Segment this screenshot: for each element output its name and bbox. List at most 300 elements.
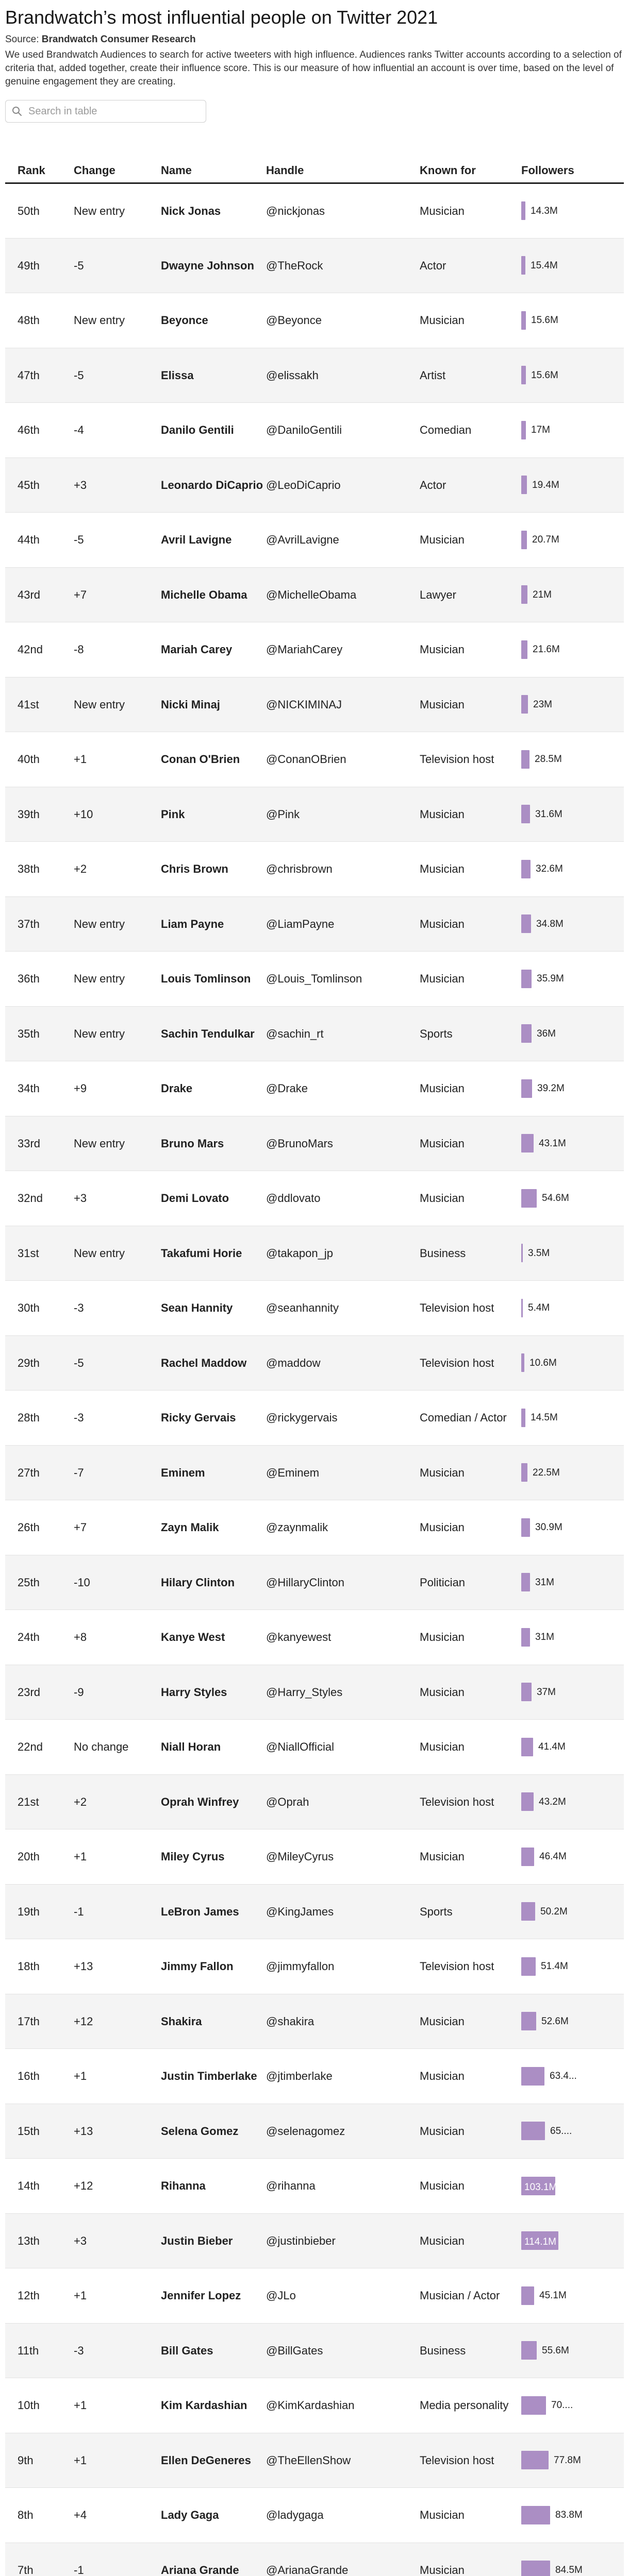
table-row [5,1391,624,1446]
followers-label: 3.5M [528,1247,550,1259]
change-cell: New entry [74,1006,161,1061]
table-row [5,952,624,1007]
handle-cell: @LiamPayne [266,896,420,952]
known-for-cell: Musician [420,677,521,732]
followers-cell [521,1610,624,1665]
handle-cell: @DaniloGentili [266,403,420,458]
change-cell: +1 [74,2433,161,2488]
followers-bar [521,421,526,439]
followers-cell [521,348,624,403]
known-for-cell: Media personality [420,2378,521,2433]
name-cell: Ariana Grande [161,2543,266,2576]
rank-cell: 24th [5,1610,74,1665]
rank-cell: 21st [5,1774,74,1829]
name-cell: Eminem [161,1445,266,1500]
table-row [5,1555,624,1610]
table-row [5,2159,624,2214]
followers-bar [521,860,531,878]
followers-bar [521,970,532,988]
name-cell: Bill Gates [161,2323,266,2378]
rank-cell: 40th [5,732,74,787]
rank-cell: 44th [5,513,74,568]
handle-cell: @MileyCyrus [266,1829,420,1885]
name-cell: Drake [161,1061,266,1116]
known-for-cell: Television host [420,1335,521,1391]
followers-label: 15.6M [531,369,558,381]
followers-bar [521,585,527,604]
rank-cell: 20th [5,1829,74,1885]
followers-cell [521,513,624,568]
handle-cell: @AvrilLavigne [266,513,420,568]
name-cell: Ricky Gervais [161,1391,266,1446]
followers-bar [521,1353,524,1372]
followers-cell [521,1555,624,1610]
followers-cell [521,677,624,732]
followers-cell [521,1774,624,1829]
column-header-handle[interactable]: Handle [266,138,420,183]
change-cell: -3 [74,2323,161,2378]
followers-cell [521,1445,624,1500]
table-row [5,183,624,239]
table-row [5,1445,624,1500]
table-row [5,1774,624,1829]
name-cell: LeBron James [161,1884,266,1939]
followers-bar [521,256,525,275]
rank-cell: 27th [5,1445,74,1500]
followers-label: 15.4M [531,260,558,271]
followers-label: 54.6M [542,1193,569,1204]
name-cell: Ellen DeGeneres [161,2433,266,2488]
followers-label: 31.6M [535,808,562,820]
table-row [5,1720,624,1775]
change-cell: -8 [74,622,161,677]
search-input[interactable] [27,105,194,118]
change-cell: +8 [74,1610,161,1665]
followers-label: 45.1M [539,2290,567,2301]
change-cell: +12 [74,2159,161,2214]
followers-label: 37M [537,1686,556,1698]
table-row [5,2213,624,2268]
followers-cell [521,2433,624,2488]
rank-cell: 8th [5,2488,74,2543]
followers-label: 22.5M [533,1467,560,1478]
followers-cell [521,183,624,239]
name-cell: Shakira [161,1994,266,2049]
followers-cell [521,238,624,293]
known-for-cell: Musician [420,183,521,239]
name-cell: Demi Lovato [161,1171,266,1226]
change-cell: -7 [74,1445,161,1500]
known-for-cell: Artist [420,348,521,403]
followers-bar [521,1738,533,1756]
known-for-cell: Business [420,2323,521,2378]
followers-label: 17M [531,425,550,436]
change-cell: New entry [74,1116,161,1171]
rank-cell: 42nd [5,622,74,677]
handle-cell: @jtimberlake [266,2049,420,2104]
followers-cell [521,2049,624,2104]
followers-cell [521,2159,624,2214]
name-cell: Chris Brown [161,842,266,897]
table-row [5,1610,624,1665]
table-row [5,842,624,897]
known-for-cell: Musician [420,787,521,842]
followers-bar [521,1079,532,1098]
rank-cell: 35th [5,1006,74,1061]
followers-label: 51.4M [541,1961,568,1972]
followers-label: 28.5M [535,754,562,765]
followers-bar [521,1134,534,1153]
rank-cell: 38th [5,842,74,897]
followers-cell [521,1335,624,1391]
change-cell: -1 [74,1884,161,1939]
known-for-cell: Musician [420,896,521,952]
known-for-cell: Actor [420,238,521,293]
followers-bar [521,2506,550,2524]
source-label: Source: [5,34,39,45]
followers-label: 14.5M [531,1412,558,1423]
name-cell: Sachin Tendulkar [161,1006,266,1061]
followers-bar [521,1957,536,1976]
known-for-cell: Musician [420,1994,521,2049]
table-row [5,1281,624,1336]
name-cell: Mariah Carey [161,622,266,677]
name-cell: Justin Bieber [161,2213,266,2268]
followers-bar [521,311,526,330]
change-cell: -5 [74,1335,161,1391]
name-cell: Avril Lavigne [161,513,266,568]
handle-cell: @ddlovato [266,1171,420,1226]
handle-cell: @MariahCarey [266,622,420,677]
name-cell: Sean Hannity [161,1281,266,1336]
name-cell: Harry Styles [161,1665,266,1720]
change-cell: No change [74,1720,161,1775]
known-for-cell: Musician [420,1061,521,1116]
handle-cell: @JLo [266,2268,420,2324]
followers-label: 70.... [551,2400,573,2411]
description: We used Brandwatch Audiences to search for active tweeters with high influence. Audiences ranks Twitter accounts according to a selection of criteria that, added together, create their influence score. This is our measure of how influential an account is over time, based on the level of genuine engagement they are creating. [5,49,622,87]
handle-cell: @Harry_Styles [266,1665,420,1720]
name-cell: Niall Horan [161,1720,266,1775]
followers-label: 52.6M [541,2015,569,2027]
followers-label: 15.6M [531,315,558,326]
rank-cell: 16th [5,2049,74,2104]
known-for-cell: Business [420,1226,521,1281]
change-cell: +1 [74,1829,161,1885]
followers-label: 34.8M [536,918,564,929]
followers-cell [521,2488,624,2543]
followers-cell [521,1391,624,1446]
followers-cell [521,1281,624,1336]
rank-cell: 39th [5,787,74,842]
followers-label: 10.6M [529,1357,557,1368]
name-cell: Jimmy Fallon [161,1939,266,1994]
handle-cell: @Drake [266,1061,420,1116]
table-row [5,1226,624,1281]
name-cell: Takafumi Horie [161,1226,266,1281]
followers-bar [521,1518,530,1537]
followers-cell [521,2543,624,2576]
followers-bar [521,1024,532,1043]
handle-cell: @Louis_Tomlinson [266,952,420,1007]
followers-cell [521,1665,624,1720]
followers-label: 41.4M [538,1741,566,1753]
table-row [5,1500,624,1555]
table-row [5,238,624,293]
followers-cell [521,1829,624,1885]
rank-cell: 34th [5,1061,74,1116]
table-header-row [5,138,624,183]
followers-label: 39.2M [537,1083,565,1094]
followers-label: 20.7M [532,534,559,546]
rank-cell: 15th [5,2104,74,2159]
handle-cell: @rickygervais [266,1391,420,1446]
rank-cell: 12th [5,2268,74,2324]
followers-label: 21M [533,589,552,600]
rank-cell: 9th [5,2433,74,2488]
followers-cell [521,896,624,952]
change-cell: New entry [74,183,161,239]
rank-cell: 19th [5,1884,74,1939]
known-for-cell: Television host [420,1774,521,1829]
change-cell: New entry [74,677,161,732]
change-cell: +12 [74,1994,161,2049]
name-cell: Nick Jonas [161,183,266,239]
table-row [5,2104,624,2159]
name-cell: Zayn Malik [161,1500,266,1555]
followers-cell [521,787,624,842]
handle-cell: @BrunoMars [266,1116,420,1171]
table-row [5,1994,624,2049]
table-row [5,2488,624,2543]
followers-cell [521,1061,624,1116]
followers-cell [521,1116,624,1171]
name-cell: Justin Timberlake [161,2049,266,2104]
handle-cell: @elissakh [266,348,420,403]
known-for-cell: Musician [420,1171,521,1226]
change-cell: -5 [74,513,161,568]
rank-cell: 46th [5,403,74,458]
followers-bar [521,2451,549,2469]
rank-cell: 18th [5,1939,74,1994]
known-for-cell: Musician [420,2049,521,2104]
known-for-cell: Television host [420,732,521,787]
handle-cell: @jimmyfallon [266,1939,420,1994]
followers-label: 5.4M [528,1302,550,1314]
followers-cell [521,403,624,458]
followers-bar [521,1463,527,1482]
followers-bar [521,1299,523,1317]
followers-label: 35.9M [537,973,564,985]
table-row [5,1171,624,1226]
handle-cell: @Beyonce [266,293,420,348]
known-for-cell: Musician [420,2543,521,2576]
name-cell: Beyonce [161,293,266,348]
name-cell: Kanye West [161,1610,266,1665]
followers-bar [521,914,531,933]
handle-cell: @chrisbrown [266,842,420,897]
followers-label: 114.1M [524,2236,556,2248]
rank-cell: 22nd [5,1720,74,1775]
column-header-followers[interactable]: Followers [521,138,624,183]
known-for-cell: Musician [420,1829,521,1885]
followers-label: 55.6M [542,2345,569,2356]
handle-cell: @nickjonas [266,183,420,239]
handle-cell: @ArianaGrande [266,2543,420,2576]
change-cell: New entry [74,896,161,952]
known-for-cell: Musician [420,2488,521,2543]
handle-cell: @NiallOfficial [266,1720,420,1775]
change-cell: +13 [74,1939,161,1994]
name-cell: Leonardo DiCaprio [161,457,266,513]
followers-cell [521,622,624,677]
rank-cell: 13th [5,2213,74,2268]
followers-label: 31M [535,1632,554,1643]
handle-cell: @LeoDiCaprio [266,457,420,513]
followers-bar [521,1848,534,1866]
change-cell: +13 [74,2104,161,2159]
source-name: Brandwatch Consumer Research [41,34,196,45]
change-cell: +1 [74,2378,161,2433]
followers-cell [521,2213,624,2268]
change-cell: +1 [74,2049,161,2104]
followers-label: 30.9M [535,1522,562,1533]
known-for-cell: Comedian / Actor [420,1391,521,1446]
table-row [5,403,624,458]
known-for-cell: Musician [420,1610,521,1665]
name-cell: Pink [161,787,266,842]
followers-bar [521,1573,530,1591]
known-for-cell: Television host [420,2433,521,2488]
page-title: Brandwatch’s most influential people on Twitter 2021 [5,7,438,28]
followers-label: 21.6M [533,644,560,655]
handle-cell: @Eminem [266,1445,420,1500]
known-for-cell: Lawyer [420,567,521,622]
handle-cell: @TheRock [266,238,420,293]
followers-bar [521,1683,532,1701]
table-row [5,1884,624,1939]
name-cell: Elissa [161,348,266,403]
followers-label: 23M [533,699,552,710]
handle-cell: @shakira [266,1994,420,2049]
followers-cell [521,567,624,622]
followers-label: 103.1M [524,2181,557,2193]
table-row [5,513,624,568]
followers-label: 63.4... [550,2071,577,2082]
change-cell: +3 [74,457,161,513]
change-cell: -3 [74,1281,161,1336]
followers-cell [521,2378,624,2433]
rank-cell: 37th [5,896,74,952]
column-header-name[interactable]: Name [161,138,266,183]
rank-cell: 26th [5,1500,74,1555]
name-cell: Dwayne Johnson [161,238,266,293]
followers-bar [521,1792,534,1811]
handle-cell: @TheEllenShow [266,2433,420,2488]
followers-label: 14.3M [531,205,558,216]
search-icon [12,106,22,116]
followers-cell [521,2104,624,2159]
search-box[interactable] [5,100,206,123]
table-row [5,787,624,842]
followers-label: 31M [535,1577,554,1588]
table-row [5,457,624,513]
source-line [5,33,624,46]
table-row [5,1829,624,1885]
table-row [5,1116,624,1171]
rank-cell: 10th [5,2378,74,2433]
known-for-cell: Politician [420,1555,521,1610]
column-header-change[interactable]: Change [74,138,161,183]
handle-cell: @KingJames [266,1884,420,1939]
change-cell: +3 [74,2213,161,2268]
followers-cell [521,1226,624,1281]
followers-label: 36M [537,1028,556,1039]
followers-cell [521,2323,624,2378]
followers-cell [521,1720,624,1775]
followers-bar [521,695,528,714]
handle-cell: @MichelleObama [266,567,420,622]
known-for-cell: Musician [420,2159,521,2214]
name-cell: Oprah Winfrey [161,1774,266,1829]
followers-label: 84.5M [555,2564,583,2575]
rank-cell: 7th [5,2543,74,2576]
followers-cell [521,293,624,348]
name-cell: Michelle Obama [161,567,266,622]
table-row [5,1061,624,1116]
known-for-cell: Musician [420,1445,521,1500]
handle-cell: @KimKardashian [266,2378,420,2433]
change-cell: -1 [74,2543,161,2576]
table-row [5,1335,624,1391]
table-row [5,2378,624,2433]
influencer-table [5,138,624,2576]
name-cell: Louis Tomlinson [161,952,266,1007]
table-row [5,896,624,952]
rank-cell: 14th [5,2159,74,2214]
column-header-rank[interactable]: Rank [5,138,74,183]
followers-label: 83.8M [555,2510,583,2521]
rank-cell: 41st [5,677,74,732]
known-for-cell: Musician [420,513,521,568]
name-cell: Bruno Mars [161,1116,266,1171]
followers-cell [521,2268,624,2324]
handle-cell: @seanhannity [266,1281,420,1336]
followers-bar [521,1628,530,1647]
change-cell: +7 [74,567,161,622]
followers-bar [521,1902,535,1921]
column-header-known-for[interactable]: Known for [420,138,521,183]
table-row [5,677,624,732]
handle-cell: @ConanOBrien [266,732,420,787]
change-cell: -5 [74,348,161,403]
rank-cell: 47th [5,348,74,403]
table-row [5,1665,624,1720]
followers-cell [521,732,624,787]
handle-cell: @justinbieber [266,2213,420,2268]
handle-cell: @Oprah [266,1774,420,1829]
handle-cell: @selenagomez [266,2104,420,2159]
followers-label: 32.6M [536,863,563,875]
followers-bar [521,2396,546,2415]
name-cell: Kim Kardashian [161,2378,266,2433]
followers-cell [521,952,624,1007]
known-for-cell: Musician [420,842,521,897]
change-cell: +3 [74,1171,161,1226]
rank-cell: 31st [5,1226,74,1281]
table-row [5,2268,624,2324]
known-for-cell: Musician [420,1720,521,1775]
